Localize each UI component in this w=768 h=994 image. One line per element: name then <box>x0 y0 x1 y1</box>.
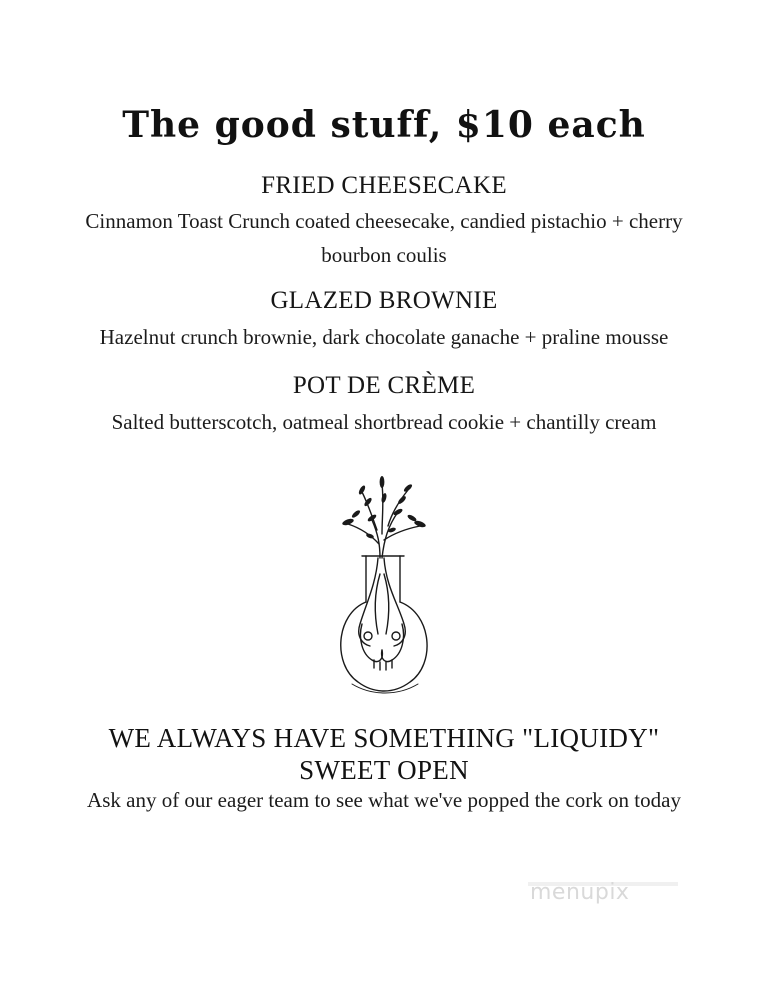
plant-in-flask-icon <box>322 474 446 696</box>
page-title: The good stuff, $10 each <box>122 104 646 146</box>
liquid-heading-line-2: SWEET OPEN <box>299 755 469 785</box>
menu-item-name: POT DE CRÈME <box>292 372 476 399</box>
menu-item-name: GLAZED BROWNIE <box>270 287 498 314</box>
menu-item-description: Cinnamon Toast Crunch coated cheesecake, candied pistachio + cherry bourbon coulis <box>85 209 683 267</box>
liquid-heading <box>0 722 768 786</box>
watermark-logo: menupix <box>530 880 630 905</box>
menu-item-description: Salted butterscotch, oatmeal shortbread cookie + chantilly cream <box>111 410 657 434</box>
menu-item-description: Hazelnut crunch brownie, dark chocolate ganache + praline mousse <box>99 325 669 349</box>
liquid-heading-line-1: WE ALWAYS HAVE SOMETHING "LIQUIDY" <box>108 723 660 753</box>
menu-item-name: FRIED CHEESECAKE <box>261 172 507 199</box>
liquid-description: Ask any of our eager team to see what we've popped the cork on today <box>87 788 681 812</box>
